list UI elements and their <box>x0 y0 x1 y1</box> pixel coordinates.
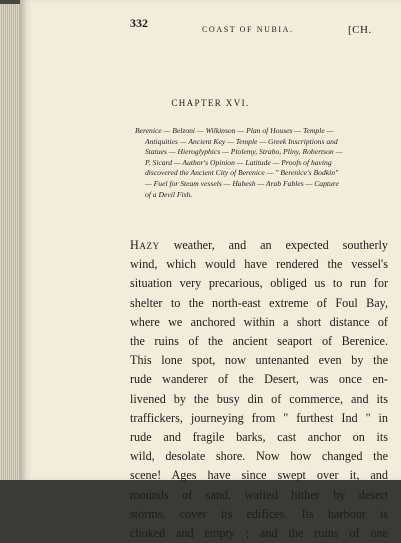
body-line <box>130 236 388 255</box>
synopsis-line: Berenice — Belzoni — Wilkinson — Plan of Houses — Temple — <box>135 126 334 135</box>
body-line: the ruins of the ancient seaport of Berenice. <box>130 334 388 349</box>
body-line: scene! Ages have since swept over it, and <box>130 468 388 483</box>
body-line: wind, which would have rendered the vessel's <box>130 257 388 272</box>
synopsis-line: Statues — Hieroglyphics — Ptolemy, Strabo, Pliny, Robertson — <box>145 147 343 157</box>
body-line: livened by the busy din of commerce, and its <box>130 391 388 406</box>
body-line: shelter to the north-east extreme of Foul Bay, <box>130 295 388 310</box>
running-head <box>20 10 401 34</box>
page-stack-edge <box>0 4 22 480</box>
body-line: mounds of sand, wafted hither by desert <box>130 487 388 502</box>
body-line: where we anchored within a short distance of <box>130 314 388 329</box>
chapter-ref: [CH. <box>348 24 372 36</box>
opening-line-text: weather, and an expected southerly <box>159 238 388 252</box>
opening-word: Hazy <box>130 238 160 252</box>
synopsis-line: discovered the Ancient City of Berenice — " Berenice's Bodkin" <box>145 168 339 178</box>
chapter-synopsis <box>135 126 387 200</box>
synopsis-line: — Fuel for Steam vessels — Habesh — Arab Fables — Capture <box>145 178 339 188</box>
body-line: choked and empty ; and the ruins of one <box>130 526 388 541</box>
body-line: storms, cover its edifices. Its harbour is <box>130 506 388 521</box>
synopsis-line: P. Sicard — Author's Opinion — Latitude — Proofs of having <box>145 157 332 167</box>
running-title: COAST OF NUBIA. <box>202 25 294 34</box>
body-line: rude wanderer of the Desert, was once en- <box>130 372 388 387</box>
book-page <box>20 0 401 541</box>
body-line: rude and fragile barks, cast anchor on its <box>130 430 388 445</box>
body-line: traffickers, journeying from " furthest Ind " in <box>130 410 388 425</box>
body-paragraph <box>130 236 388 543</box>
body-line: This lone spot, now untenanted even by the <box>130 353 388 368</box>
body-line: wild, desolate shore. Now how changed the <box>130 449 388 464</box>
synopsis-line: of a Devil Fish. <box>145 189 193 199</box>
synopsis-line: Antiquities — Ancient Key — Temple — Greek Inscriptions and <box>145 136 338 146</box>
chapter-heading: CHAPTER XVI. <box>171 98 250 108</box>
body-line: situation very precarious, obliged us to run for <box>130 276 388 291</box>
page-number: 332 <box>130 16 148 30</box>
